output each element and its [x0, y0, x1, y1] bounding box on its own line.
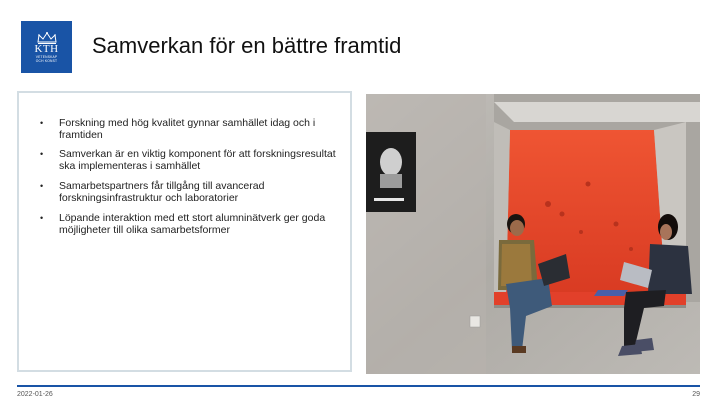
slide-title: Samverkan för en bättre framtid [92, 33, 402, 58]
students-photo [366, 94, 700, 374]
bullet-textbox[interactable] [17, 91, 352, 372]
footer-divider [17, 385, 700, 387]
photo-illustration [366, 94, 700, 374]
footer-date: 2022-01-26 [17, 391, 53, 398]
logo-wordmark: KTH [34, 42, 59, 55]
logo-subtext-line2: OCH KONST [35, 58, 58, 63]
bullet-dot: • [40, 181, 44, 191]
slide-number: 29 [692, 391, 700, 398]
bullet-text: Löpande interaktion med ett stort alumninätverk ger goda möjligheter till olika samarbetsformer [59, 212, 326, 236]
bullet-text: Samarbetspartners får tillgång till avancerad forskningsinfrastruktur och laboratorier [59, 180, 265, 204]
logo-subtext [36, 56, 58, 64]
bullet-text: Samverkan är en viktig komponent för att forskningsresultat ska implementeras i samhället [59, 148, 336, 172]
bullet-dot: • [40, 149, 44, 159]
bullet-dot: • [40, 213, 44, 223]
bullet-dot: • [40, 118, 44, 128]
logo-subtext-line1: VETENSKAP [35, 54, 58, 59]
bullet-text: Forskning med hög kvalitet gynnar samhället idag och i framtiden [59, 117, 316, 141]
kth-logo [21, 21, 72, 73]
